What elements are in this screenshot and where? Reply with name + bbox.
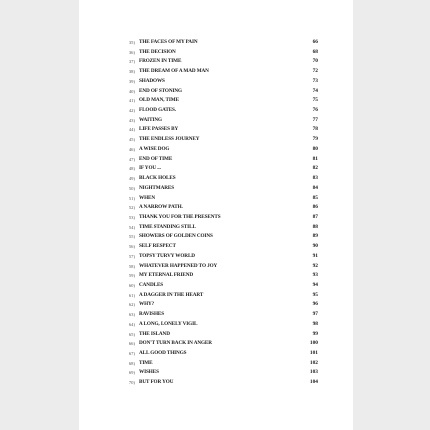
toc-entry	[122, 155, 318, 165]
toc-entry-title: WISHES	[139, 369, 159, 376]
toc-entry-title: SELF RESPECT	[139, 243, 176, 250]
toc-entry-title: A NARROW PATH.	[139, 204, 183, 211]
toc-entry-title: A LONG, LONELY VIGIL	[139, 320, 198, 327]
toc-entry	[122, 67, 318, 77]
toc-entry-number: 56)	[128, 244, 135, 250]
toc-entry-number: 36)	[128, 49, 135, 55]
toc-entry	[122, 252, 318, 262]
toc-entry-title: WHY?	[139, 301, 155, 308]
toc-entry-number: 43)	[128, 117, 135, 123]
toc-entry-title: THE ISLAND	[139, 330, 170, 337]
toc-entry-title: TIME	[139, 359, 153, 366]
toc-entry-page-number: 94	[312, 281, 318, 288]
toc-entry	[122, 125, 318, 135]
toc-entry-number: 63)	[128, 312, 135, 318]
toc-entry-number: 49)	[128, 176, 135, 182]
toc-entry-number: 44)	[128, 127, 135, 133]
toc-entry-page-number: 89	[312, 233, 318, 240]
toc-entry	[122, 368, 318, 378]
toc-entry-number: 69)	[128, 370, 135, 376]
table-of-contents	[122, 38, 318, 388]
toc-entry	[122, 184, 318, 194]
toc-entry-page-number: 73	[312, 77, 318, 84]
toc-entry-number: 37)	[128, 59, 135, 65]
toc-entry-page-number: 92	[312, 262, 318, 269]
toc-entry-number: 65)	[128, 331, 135, 337]
toc-entry-page-number: 99	[312, 330, 318, 337]
toc-entry-page-number: 72	[312, 68, 318, 75]
toc-entry	[122, 271, 318, 281]
toc-entry-page-number: 86	[312, 204, 318, 211]
toc-entry-number: 38)	[128, 69, 135, 75]
toc-entry-page-number: 70	[312, 58, 318, 65]
toc-entry-number: 45)	[128, 137, 135, 143]
toc-entry	[122, 145, 318, 155]
toc-entry	[122, 339, 318, 349]
toc-entry-page-number: 78	[312, 126, 318, 133]
toc-entry-number: 61)	[128, 292, 135, 298]
toc-entry-number: 58)	[128, 263, 135, 269]
toc-entry-page-number: 68	[312, 48, 318, 55]
toc-entry-number: 62)	[128, 302, 135, 308]
toc-entry	[122, 349, 318, 359]
toc-entry	[122, 203, 318, 213]
toc-entry-page-number: 76	[312, 107, 318, 114]
toc-entry	[122, 281, 318, 291]
toc-entry-title: TIME STANDING STILL	[139, 223, 196, 230]
toc-entry-title: FLOOD GATES.	[139, 107, 177, 114]
toc-entry-number: 46)	[128, 146, 135, 152]
toc-entry	[122, 291, 318, 301]
toc-entry-number: 52)	[128, 205, 135, 211]
toc-entry-number: 53)	[128, 214, 135, 220]
toc-entry	[122, 57, 318, 67]
toc-entry	[122, 300, 318, 310]
toc-entry-title: FROZEN IN TIME	[139, 58, 182, 65]
toc-entry-title: WHEN	[139, 194, 156, 201]
toc-entry-title: THE DREAM OF A MAD MAN	[139, 68, 209, 75]
toc-entry	[122, 378, 318, 388]
toc-entry	[122, 87, 318, 97]
toc-entry-page-number: 101	[309, 350, 318, 356]
toc-entry-title: WAITING	[139, 116, 162, 123]
toc-entry-page-number: 81	[312, 155, 318, 162]
toc-entry-number: 66)	[128, 341, 135, 347]
toc-entry-page-number: 104	[309, 379, 318, 386]
toc-entry-page-number: 82	[312, 165, 318, 172]
toc-entry-page-number: 95	[312, 291, 318, 298]
toc-entry-title: RAVISHES	[139, 311, 165, 318]
toc-entry-title: NIGHTMARES	[139, 184, 175, 191]
toc-entry-number: 60)	[128, 282, 135, 288]
toc-entry-number: 59)	[128, 273, 135, 279]
toc-entry-page-number: 98	[312, 320, 318, 327]
toc-entry	[122, 242, 318, 252]
toc-entry-title: END OF TIME	[139, 155, 173, 162]
toc-entry-number: 55)	[128, 234, 135, 240]
toc-entry-number: 40)	[128, 88, 135, 94]
toc-entry-page-number: 96	[312, 301, 318, 308]
toc-entry	[122, 330, 318, 340]
toc-entry	[122, 96, 318, 106]
toc-entry-page-number: 75	[312, 97, 318, 104]
toc-entry	[122, 262, 318, 272]
toc-entry	[122, 164, 318, 174]
toc-entry-title: THE DECISION	[139, 48, 176, 55]
toc-entry	[122, 116, 318, 126]
toc-entry-title: CANDLES	[139, 281, 164, 288]
toc-entry-page-number: 91	[312, 252, 318, 259]
toc-entry	[122, 48, 318, 58]
toc-entry-number: 47)	[128, 156, 135, 162]
toc-entry-title: TOPSY TURVY WORLD	[139, 252, 195, 259]
toc-entry-page-number: 84	[312, 184, 318, 191]
toc-entry	[122, 77, 318, 87]
toc-entry-number: 35)	[128, 40, 135, 45]
toc-entry	[122, 320, 318, 330]
toc-entry-page-number: 77	[312, 116, 318, 123]
toc-entry-page-number: 102	[309, 359, 318, 366]
toc-entry-page-number: 88	[312, 223, 318, 230]
toc-entry-title: A WISE DOG	[139, 145, 170, 152]
toc-entry-title: IF YOU ...	[139, 165, 161, 172]
document-page	[79, 0, 353, 430]
toc-entry-title: THE ENDLESS JOURNEY	[139, 136, 200, 143]
toc-entry-number: 48)	[128, 166, 135, 172]
toc-entry-title: BUT FOR YOU	[139, 379, 174, 386]
toc-entry-page-number: 100	[309, 340, 318, 347]
toc-entry-number: 51)	[128, 195, 135, 201]
toc-entry	[122, 174, 318, 184]
toc-entry-title: A DAGGER IN THE HEART	[139, 291, 204, 298]
toc-entry-page-number: 90	[312, 243, 318, 250]
toc-entry-page-number: 79	[312, 136, 318, 143]
toc-entry-page-number: 85	[312, 194, 318, 201]
toc-entry-page-number: 87	[312, 213, 318, 220]
toc-entry-number: 70)	[128, 380, 135, 386]
toc-entry	[122, 213, 318, 223]
toc-entry-title: THE FACES OF MY PAIN	[139, 39, 198, 45]
toc-entry-title: MY ETERNAL FRIEND	[139, 272, 194, 279]
toc-entry-title: ALL GOOD THINGS	[139, 350, 187, 356]
toc-entry-number: 42)	[128, 108, 135, 114]
toc-entry-title: SHOWERS OF GOLDEN COINS	[139, 233, 213, 240]
toc-entry-title: SHADOWS	[139, 77, 165, 84]
toc-entry-number: 50)	[128, 185, 135, 191]
toc-entry-page-number: 97	[312, 311, 318, 318]
toc-entry-number: 68)	[128, 360, 135, 366]
toc-entry-number: 67)	[128, 351, 135, 356]
toc-entry-number: 39)	[128, 78, 135, 84]
toc-entry-page-number: 74	[312, 87, 318, 94]
toc-entry-page-number: 83	[312, 175, 318, 182]
toc-entry-title: END OF STONING	[139, 87, 182, 94]
toc-entry-title: BLACK HOLES	[139, 175, 176, 182]
toc-entry-page-number: 80	[312, 145, 318, 152]
toc-entry	[122, 194, 318, 204]
toc-entry	[122, 310, 318, 320]
toc-entry-number: 64)	[128, 321, 135, 327]
toc-entry-title: DON'T TURN BACK IN ANGER	[139, 340, 212, 347]
toc-entry-title: LIFE PASSES BY	[139, 126, 179, 133]
toc-entry	[122, 106, 318, 116]
toc-entry-title: OLD MAN, TIME	[139, 97, 179, 104]
toc-entry-title: WHATEVER HAPPENED TO JOY	[139, 262, 218, 269]
toc-entry-page-number: 93	[312, 272, 318, 279]
toc-entry	[122, 38, 318, 48]
toc-entry	[122, 135, 318, 145]
toc-entry	[122, 223, 318, 233]
toc-entry-number: 57)	[128, 253, 135, 259]
toc-entry-number: 54)	[128, 224, 135, 230]
toc-entry-number: 41)	[128, 98, 135, 104]
toc-entry	[122, 359, 318, 369]
toc-entry-page-number: 66	[312, 39, 318, 45]
toc-entry-title: THANK YOU FOR THE PRESENTS	[139, 213, 221, 220]
toc-entry-page-number: 103	[309, 369, 318, 376]
toc-entry	[122, 232, 318, 242]
